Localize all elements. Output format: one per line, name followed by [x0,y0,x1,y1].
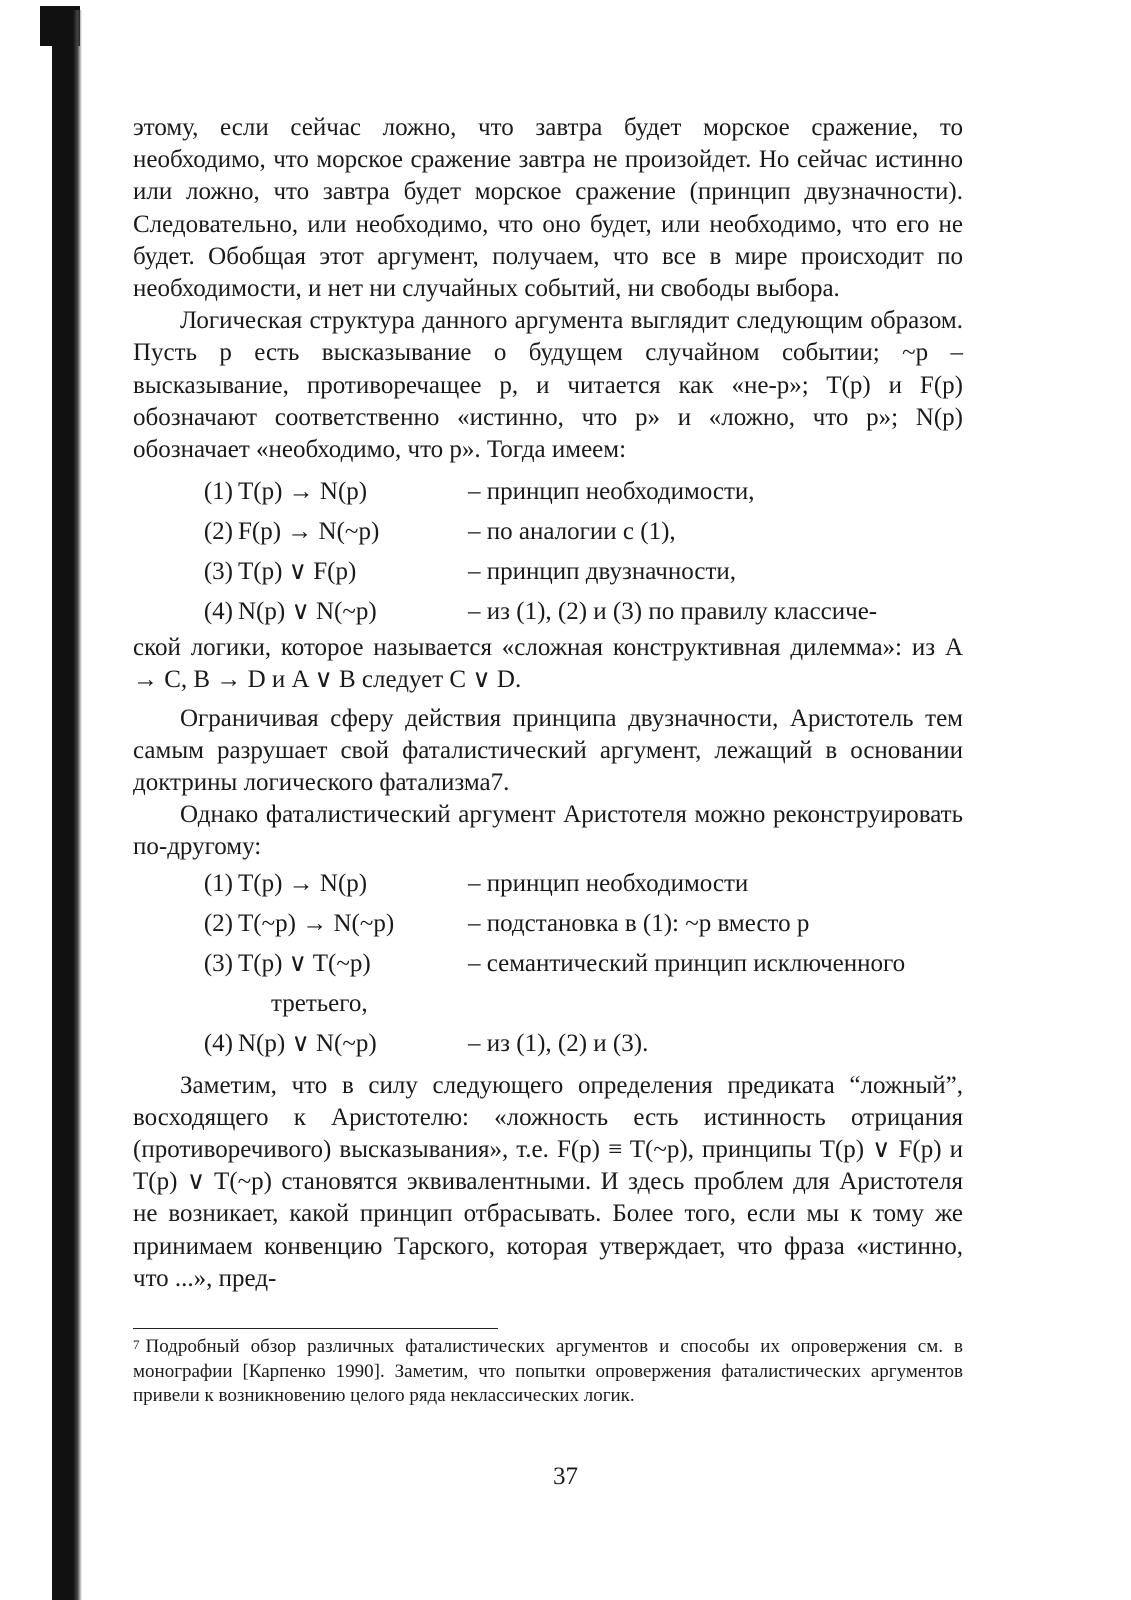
formula-block-2 [133,864,963,1064]
formula-number: (4) [203,1029,233,1057]
formula-comment: – из (1), (2) и (3). [468,1029,649,1057]
page-body [133,112,963,1295]
formula-row [133,864,963,904]
formula-comment: – подстановка в (1): ~p вместо p [468,909,810,937]
formula-expression: N(p) ∨ N(~p) [238,598,377,626]
formula-row [133,592,963,632]
formula-3-continuation: третьего, [271,989,368,1017]
formula-number: (3) [203,558,233,586]
footnote-mark: 7 [133,1337,140,1352]
formula-comment: – принцип необходимости, [468,478,755,506]
formula-row [133,472,963,512]
paragraph-3: Ограничивая сферу действия принципа двузначности, Аристотель тем самым разрушает свой фаталистический аргумент, лежащий в основании доктрины логического фатализма7. [133,704,963,797]
footnote-divider [133,1328,498,1329]
formula-comment: – принцип необходимости [468,869,749,897]
footnote-text: Подробный обзор различных фаталистических аргументов и способы их опровержения см. в монографии [Карпенко 1990]. Заметим, что попытки опровержения фаталистических аргументов привели к возникновению целого ряда неклассических логик. [133,1336,963,1406]
formula-comment: – по аналогии с (1), [468,518,676,546]
formula-block-1 [133,472,963,632]
scan-shadow-edge [52,10,82,1600]
formula-number: (1) [203,478,233,506]
formula-row [133,512,963,552]
formula-number: (4) [203,598,233,626]
formula-number: (1) [203,869,233,897]
formula-expression: F(p) → N(~p) [238,518,380,546]
paragraph-2: Логическая структура данного аргумента выглядит следующим образом. Пусть p есть высказывание о будущем случайном событии; ~p – высказывание, противоречащее p, и читается как «не-p»; T(p) и F(p) обозначают соответственно «истинно, что p» и «ложно, что p»; N(p) обозначает «необходимо, что p». Тогда имеем: [133,307,963,464]
formula-expression: T(p) → N(p) [238,869,368,897]
formula-expression: N(p) ∨ N(~p) [238,1029,377,1057]
formula-expression: T(p) ∨ T(~p) [238,949,371,977]
formula-number: (2) [203,518,233,546]
formula-row [133,944,963,984]
formula-4-continuation: ской логики, которое называется «сложная конструктивная дилемма»: из A → C, B → D и A ∨ B следует C ∨ D. [133,634,963,694]
formula-expression: T(p) → N(p) [238,478,368,506]
paragraph-4: Однако фаталистический аргумент Аристотеля можно реконструировать по-другому: [133,801,963,861]
formula-row [133,904,963,944]
formula-comment: – принцип двузначности, [468,558,737,586]
paragraph-5: Заметим, что в силу следующего определения предиката “ложный”, восходящего к Аристотелю: «ложность есть истинность отрицания (противоречивого) высказывания», т.е. F(p) ≡ T(~p), принципы T(p) ∨ F(p) и T(p) ∨ T(~p) становятся эквивалентными. И здесь проблем для Аристотеля не возникает, какой принцип отбрасывать. Более того, если мы к тому же принимаем конвенцию Тарского, которая утверждает, что фраза «истинно, что ...», пред- [133,1071,963,1292]
formula-comment: – семантический принцип исключенного [468,949,906,977]
formula-number: (3) [203,949,233,977]
formula-comment: – из (1), (2) и (3) по правилу классиче- [468,598,878,626]
page-number: 37 [553,1463,578,1490]
formula-expression: T(~p) → N(~p) [238,909,395,937]
paragraph-1: этому, если сейчас ложно, что завтра будет морское сражение, то необходимо, что морское сражение завтра не произойдет. Но сейчас истинно или ложно, что завтра будет морское сражение (принцип двузначности). Следовательно, или необходимо, что оно будет, или необходимо, что его не будет. Обобщая этот аргумент, получаем, что все в мире происходит по необходимости, и нет ни случайных событий, ни свободы выбора. [133,114,963,303]
formula-row [133,1024,963,1064]
formula-expression: T(p) ∨ F(p) [238,558,357,586]
formula-row [133,552,963,592]
footnote [133,1335,963,1409]
formula-number: (2) [203,909,233,937]
